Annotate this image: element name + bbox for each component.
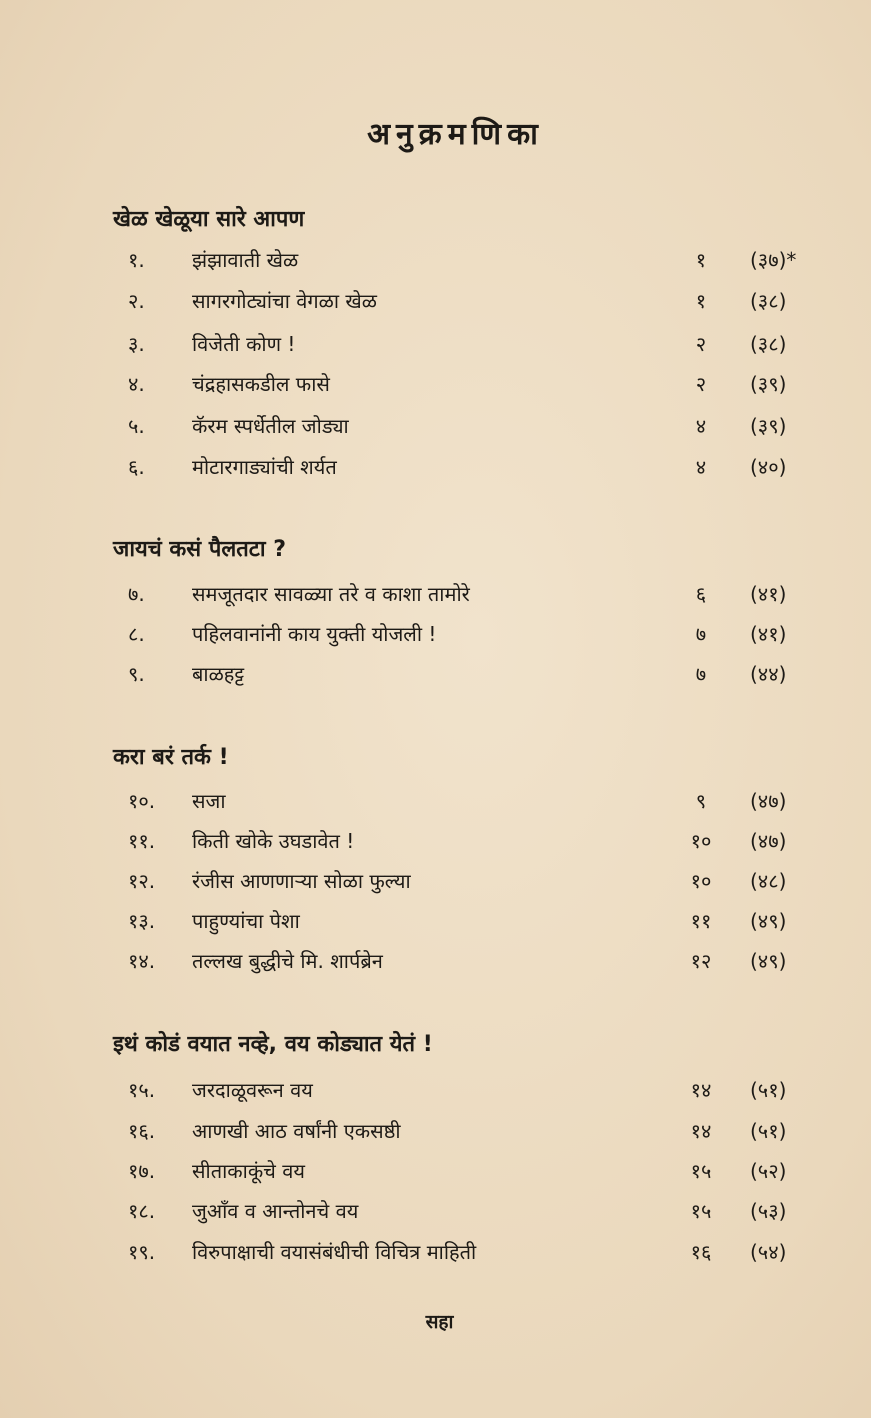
toc-entry[interactable]	[0, 1076, 871, 1112]
toc-entry[interactable]	[0, 947, 871, 983]
entry-title: सीताकाकूंचे वय	[192, 1159, 305, 1183]
entry-number: १६.	[128, 1119, 156, 1143]
entry-page-number: ११	[690, 909, 712, 933]
entry-number: १९.	[128, 1240, 156, 1264]
entry-title: तल्लख बुद्धीचे मि. शार्पब्रेन	[192, 949, 383, 973]
toc-entry[interactable]	[0, 1157, 871, 1193]
entry-number: १३.	[128, 909, 156, 933]
toc-entry[interactable]	[0, 453, 871, 489]
entry-page-number: २	[695, 372, 707, 396]
entry-answer-page: (५३)	[750, 1199, 787, 1223]
entry-title: जुऑंव व आन्तोनचे वय	[192, 1199, 359, 1223]
entry-number: १०.	[128, 789, 156, 813]
entry-page-number: १२	[690, 949, 712, 973]
toc-entry[interactable]	[0, 287, 871, 323]
entry-page-number: १६	[690, 1240, 712, 1264]
entry-answer-page: (४९)	[750, 909, 787, 933]
entry-title: कॅरम स्पर्धेतील जोड्या	[192, 414, 349, 438]
entry-page-number: १	[695, 289, 707, 313]
entry-page-number: ४	[695, 414, 707, 438]
toc-entry[interactable]	[0, 787, 871, 823]
entry-page-number: १४	[690, 1119, 712, 1143]
entry-title: विजेती कोण !	[192, 332, 296, 356]
entry-page-number: ४	[695, 455, 707, 479]
entry-title: जरदाळूवरून वय	[192, 1078, 313, 1102]
entry-number: ९.	[128, 662, 145, 686]
section-heading: खेळ खेळूया सारे आपण	[113, 207, 305, 232]
entry-number: ४.	[128, 372, 145, 396]
entry-title: सजा	[192, 789, 226, 813]
toc-entry[interactable]	[0, 330, 871, 366]
section-heading: इथं कोडं वयात नव्हे, वय कोड्यात येतं !	[113, 1032, 433, 1057]
entry-page-number: ७	[695, 622, 707, 646]
entry-page-number: १०	[690, 829, 712, 853]
entry-answer-page: (३८)	[750, 332, 787, 356]
entry-title: किती खोके उघडावेत !	[192, 829, 355, 853]
entry-number: ८.	[128, 622, 145, 646]
entry-answer-page: (३९)	[750, 414, 787, 438]
entry-page-number: १४	[690, 1078, 712, 1102]
entry-answer-page: (३९)	[750, 372, 787, 396]
toc-entry[interactable]	[0, 1238, 871, 1274]
entry-page-number: ७	[695, 662, 707, 686]
entry-page-number: ९	[695, 789, 707, 813]
entry-answer-page: (४७)	[750, 829, 787, 853]
page-footer-number: सहा	[425, 1311, 454, 1333]
section-heading: जायचं कसं पैलतटा ?	[113, 537, 286, 562]
entry-answer-page: (४१)	[750, 582, 787, 606]
entry-number: १८.	[128, 1199, 156, 1223]
toc-entry[interactable]	[0, 660, 871, 696]
entry-answer-page: (४४)	[750, 662, 787, 686]
entry-answer-page: (५२)	[750, 1159, 787, 1183]
entry-title: आणखी आठ वर्षांनी एकसष्ठी	[192, 1119, 401, 1143]
page-title: अनुक्रमणिका	[367, 117, 544, 152]
entry-number: १४.	[128, 949, 156, 973]
entry-answer-page: (३८)	[750, 289, 787, 313]
entry-number: १५.	[128, 1078, 156, 1102]
entry-answer-page: (४८)	[750, 869, 787, 893]
toc-entry[interactable]	[0, 370, 871, 406]
entry-answer-page: (३७)*	[750, 248, 797, 272]
entry-page-number: २	[695, 332, 707, 356]
entry-answer-page: (४०)	[750, 455, 787, 479]
toc-entry[interactable]	[0, 1197, 871, 1233]
toc-entry[interactable]	[0, 907, 871, 943]
entry-number: ७.	[128, 582, 145, 606]
entry-number: ५.	[128, 414, 145, 438]
entry-page-number: १५	[690, 1159, 712, 1183]
entry-title: चंद्रहासकडील फासे	[192, 372, 330, 396]
toc-entry[interactable]	[0, 412, 871, 448]
entry-title: समजूतदार सावळ्या तरे व काशा तामोरे	[192, 582, 470, 606]
toc-entry[interactable]	[0, 620, 871, 656]
toc-entry[interactable]	[0, 827, 871, 863]
toc-entry[interactable]	[0, 1117, 871, 1153]
entry-answer-page: (४१)	[750, 622, 787, 646]
entry-answer-page: (४७)	[750, 789, 787, 813]
entry-title: बाळहट्ट	[192, 662, 245, 686]
entry-title: झंझावाती खेळ	[192, 248, 299, 272]
entry-answer-page: (५४)	[750, 1240, 787, 1264]
entry-title: मोटारगाड्यांची शर्यत	[192, 455, 337, 479]
toc-entry[interactable]	[0, 246, 871, 282]
entry-answer-page: (४९)	[750, 949, 787, 973]
entry-page-number: १०	[690, 869, 712, 893]
entry-number: १७.	[128, 1159, 156, 1183]
entry-page-number: १५	[690, 1199, 712, 1223]
toc-entry[interactable]	[0, 580, 871, 616]
entry-number: ११.	[128, 829, 156, 853]
toc-entry[interactable]	[0, 867, 871, 903]
entry-title: विरुपाक्षाची वयासंबंधीची विचित्र माहिती	[192, 1240, 477, 1264]
entry-page-number: १	[695, 248, 707, 272]
entry-number: २.	[128, 289, 145, 313]
entry-number: ६.	[128, 455, 145, 479]
entry-title: पाहुण्यांचा पेशा	[192, 909, 300, 933]
entry-title: पहिलवानांनी काय युक्ती योजली !	[192, 622, 437, 646]
section-heading: करा बरं तर्क !	[113, 745, 229, 770]
entry-answer-page: (५१)	[750, 1119, 787, 1143]
entry-number: १.	[128, 248, 145, 272]
entry-answer-page: (५१)	[750, 1078, 787, 1102]
entry-page-number: ६	[695, 582, 707, 606]
entry-number: १२.	[128, 869, 156, 893]
entry-number: ३.	[128, 332, 145, 356]
entry-title: रंजीस आणणाऱ्या सोळा फुल्या	[192, 869, 411, 893]
entry-title: सागरगोट्यांचा वेगळा खेळ	[192, 289, 377, 313]
